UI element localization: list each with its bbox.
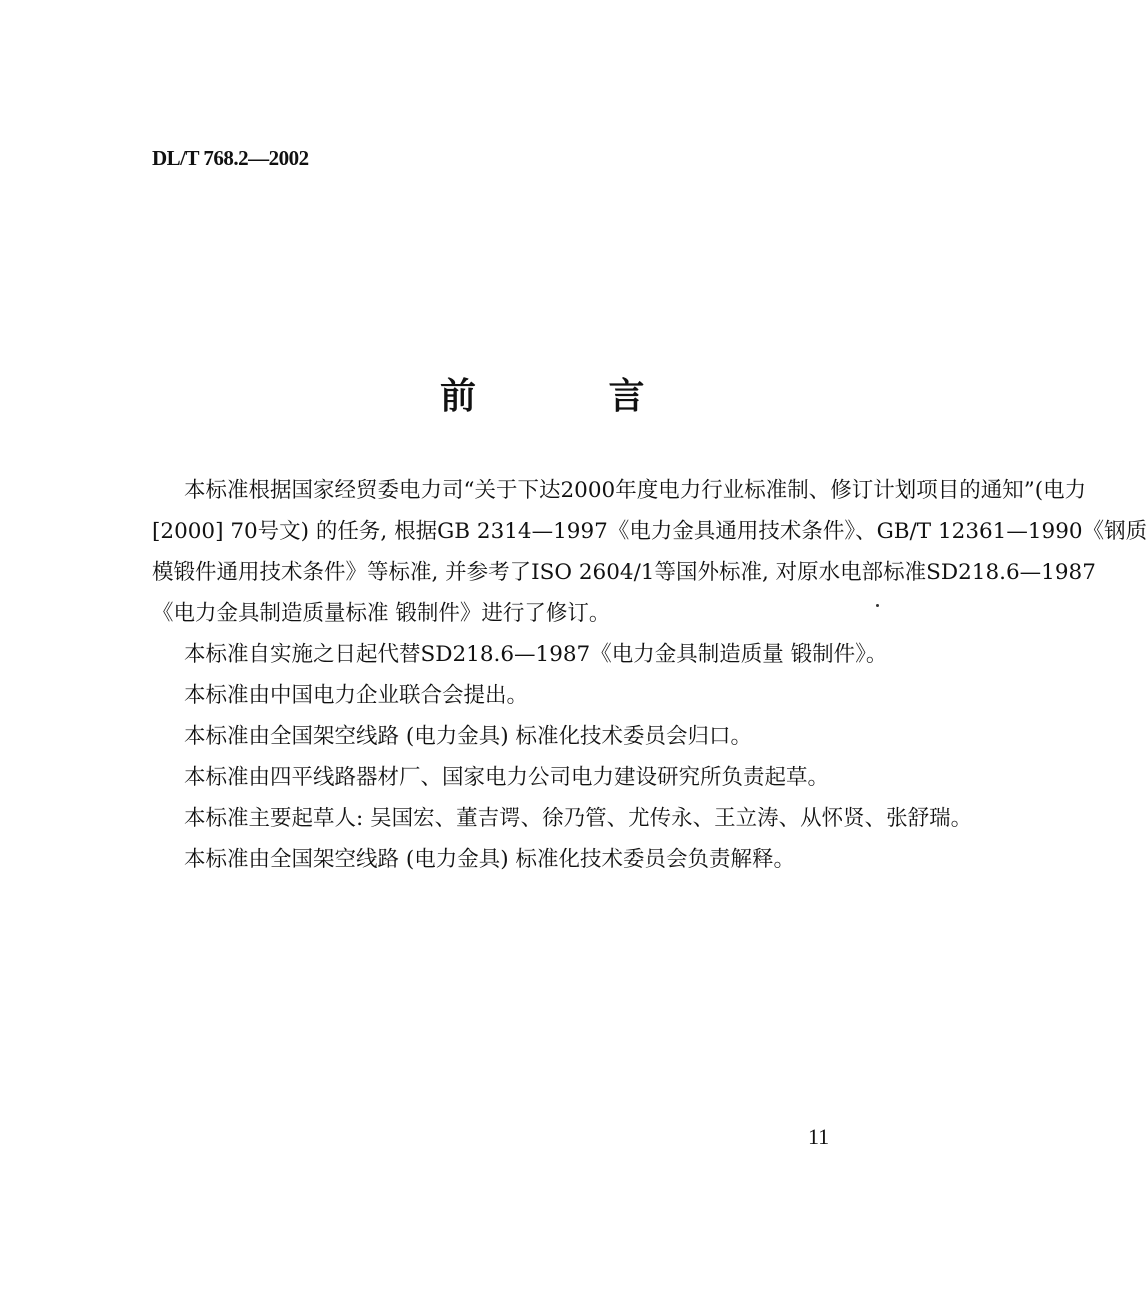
- paragraph-1-line-2: [2000] 70号文) 的任务, 根据GB 2314—1997《电力金具通用技术条件》、GB/T 12361—1990《钢质: [152, 519, 1147, 544]
- paragraph-2: 本标准自实施之日起代替SD218.6—1987《电力金具制造质量 锻制件》。: [184, 642, 888, 667]
- paragraph-4: 本标准由全国架空线路 (电力金具) 标准化技术委员会归口。: [184, 724, 752, 749]
- paragraph-7: 本标准由全国架空线路 (电力金具) 标准化技术委员会负责解释。: [184, 847, 795, 872]
- foreword-body: [152, 470, 1147, 880]
- paragraph-1-line-3: 模锻件通用技术条件》等标准, 并参考了ISO 2604/1等国外标准, 对原水电部标准SD218.6—1987: [152, 560, 1096, 585]
- paragraph-3: 本标准由中国电力企业联合会提出。: [184, 683, 529, 708]
- page-number: 11: [808, 1124, 830, 1149]
- paragraph-6: 本标准主要起草人: 吴国宏、董吉谔、徐乃管、尤传永、王立涛、从怀贤、张舒瑞。: [184, 806, 973, 831]
- document-code: DL/T 768.2—2002: [152, 146, 309, 170]
- margin-mark: [876, 604, 879, 607]
- page-title: 前 言: [440, 375, 705, 417]
- paragraph-1-line-1: 本标准根据国家经贸委电力司“关于下达2000年度电力行业标准制、修订计划项目的通知”(电力: [184, 478, 1087, 503]
- paragraph-1-line-4: 《电力金具制造质量标准 锻制件》进行了修订。: [152, 601, 611, 626]
- paragraph-5: 本标准由四平线路器材厂、国家电力公司电力建设研究所负责起草。: [184, 765, 830, 790]
